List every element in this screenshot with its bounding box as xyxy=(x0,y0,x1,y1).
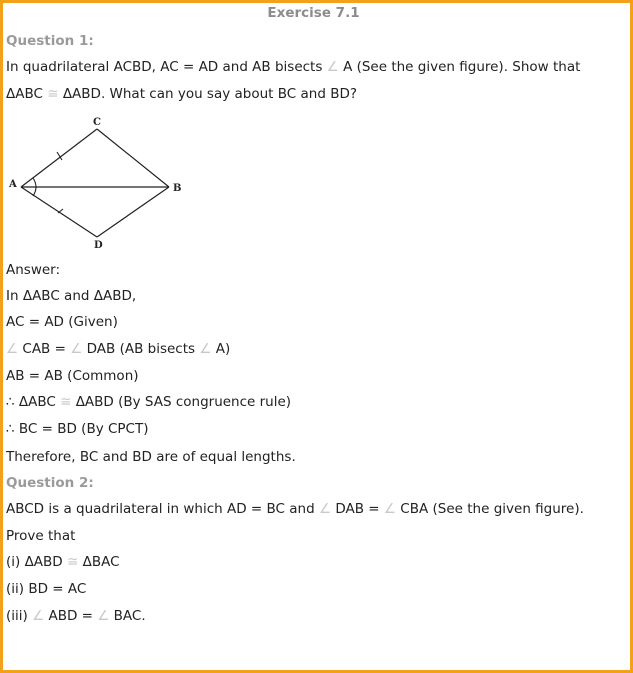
vertex-label-a: A xyxy=(9,179,17,190)
question-2-heading: Question 2: xyxy=(6,475,94,491)
question-1-text-line-1: In quadrilateral ACBD, AC = AD and AB bisects ∠ A (See the given figure). Show that xyxy=(6,59,581,75)
question-2-text-line-1: ABCD is a quadrilateral in which AD = BC and ∠ DAB = ∠ CBA (See the given figure). xyxy=(6,501,584,517)
angle-symbol: ∠ xyxy=(199,341,212,357)
angle-symbol: ∠ xyxy=(97,608,110,624)
congruent-symbol: ≅ xyxy=(60,394,72,410)
exercise-title: Exercise 7.1 xyxy=(267,5,360,21)
congruent-symbol: ≅ xyxy=(67,554,79,570)
angle-symbol: ∠ xyxy=(318,501,332,517)
question-1-text-line-2: ΔABC ≅ ΔABD. What can you say about BC and BD? xyxy=(6,86,358,102)
answer-line-2: AC = AD (Given) xyxy=(6,314,118,330)
answer-line-6: ∴ BC = BD (By CPCT) xyxy=(6,421,149,437)
question-2-item-2: (ii) BD = AC xyxy=(6,581,87,597)
question-2-item-3: (iii) ∠ ABD = ∠ BAC. xyxy=(6,608,146,624)
answer-label: Answer: xyxy=(6,262,61,278)
question-1-heading: Question 1: xyxy=(6,33,94,49)
quadrilateral-acbd-figure xyxy=(6,113,206,253)
side-cb xyxy=(97,129,169,187)
question-2-text-line-2: Prove that xyxy=(6,528,76,544)
side-ac xyxy=(21,129,97,187)
answer-line-7: Therefore, BC and BD are of equal lengths. xyxy=(6,449,296,465)
question-2-item-1: (i) ΔABD ≅ ΔBAC xyxy=(6,554,120,570)
angle-symbol: ∠ xyxy=(32,608,45,624)
answer-line-4: AB = AB (Common) xyxy=(6,368,139,384)
congruent-symbol: ≅ xyxy=(47,86,59,102)
angle-symbol: ∠ xyxy=(70,341,83,357)
angle-symbol: ∠ xyxy=(6,341,19,357)
answer-line-5: ∴ ΔABC ≅ ΔABD (By SAS congruence rule) xyxy=(6,394,292,410)
angle-symbol: ∠ xyxy=(326,59,339,75)
vertex-label-c: C xyxy=(93,117,101,128)
vertex-label-d: D xyxy=(94,240,103,251)
side-bd xyxy=(97,187,169,237)
answer-line-3: ∠ CAB = ∠ DAB (AB bisects ∠ A) xyxy=(6,341,231,357)
answer-line-1: In ΔABC and ΔABD, xyxy=(6,288,137,304)
vertex-label-b: B xyxy=(173,183,182,194)
angle-symbol: ∠ xyxy=(383,501,397,517)
